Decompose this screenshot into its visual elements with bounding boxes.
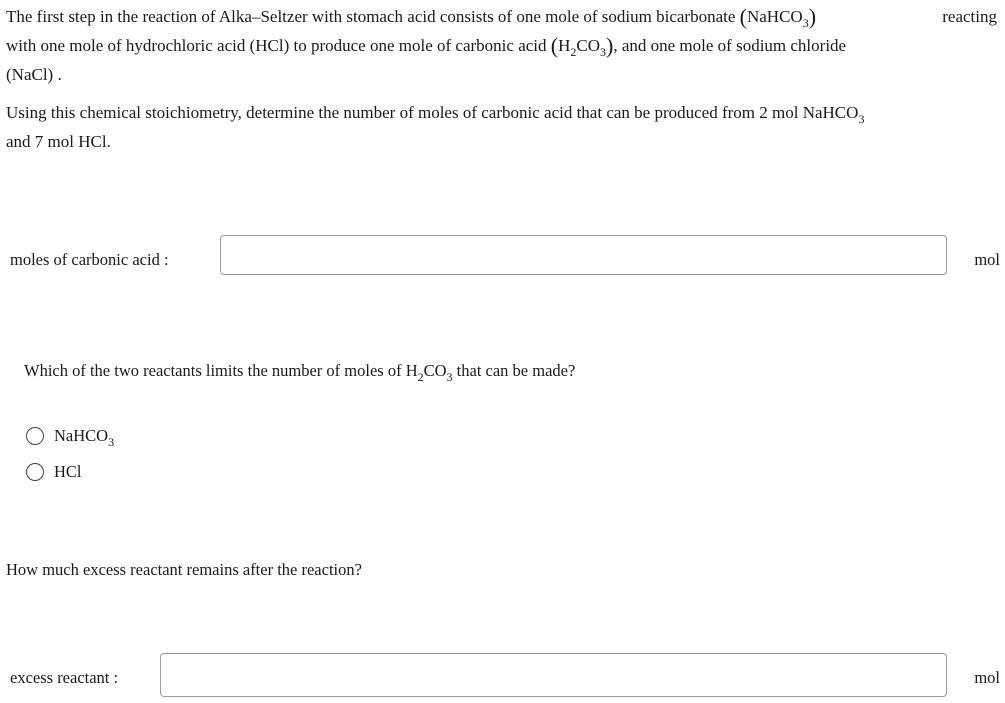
- question-1: [6, 98, 1001, 156]
- option-nahco3[interactable]: [26, 424, 114, 448]
- excess-reactant-unit: mol: [974, 668, 1000, 687]
- question-1-line-1: Using this chemical stoichiometry, determine the number of moles of carbonic acid that can be produced from 2 mol NaHCO$_3$: [6, 103, 865, 126]
- carbonic-acid-unit: mol: [974, 250, 1000, 269]
- formula-h2co3: $H_2CO_3$: [558, 36, 606, 59]
- intro-line-3: (NaCl) .: [6, 65, 62, 84]
- question-3: How much excess reactant remains after the reaction?: [6, 560, 362, 579]
- intro-line-1: The first step in the reaction of Alka–Seltzer with stomach acid consists of one mole of sodium bicarbonate (NaHCO$_3$) reacting: [6, 4, 997, 30]
- formula-nahco3: NaHCO$_3$: [746, 7, 809, 30]
- radio-nahco3[interactable]: [26, 427, 44, 445]
- option-nahco3-label: NaHCO$_3$: [54, 426, 115, 449]
- option-hcl-label: HCl: [54, 462, 82, 481]
- intro-line-2: with one mole of hydrochloric acid (HCl) to produce one mole of carbonic acid $(H_2CO_3)$, and one mole of sodium chloride: [6, 33, 847, 59]
- excess-reactant-input[interactable]: [160, 653, 947, 697]
- intro-paragraph: [6, 2, 1001, 89]
- question-2: Which of the two reactants limits the number of moles of $H_2CO_3$ that can be made?: [24, 361, 576, 384]
- question-1-line-2: and 7 mol HCl.: [6, 132, 111, 151]
- carbonic-acid-label: moles of carbonic acid :: [10, 250, 169, 269]
- carbonic-acid-moles-input[interactable]: [220, 235, 947, 275]
- option-hcl[interactable]: [26, 460, 82, 484]
- excess-reactant-label: excess reactant :: [10, 668, 119, 687]
- radio-hcl[interactable]: [26, 463, 44, 481]
